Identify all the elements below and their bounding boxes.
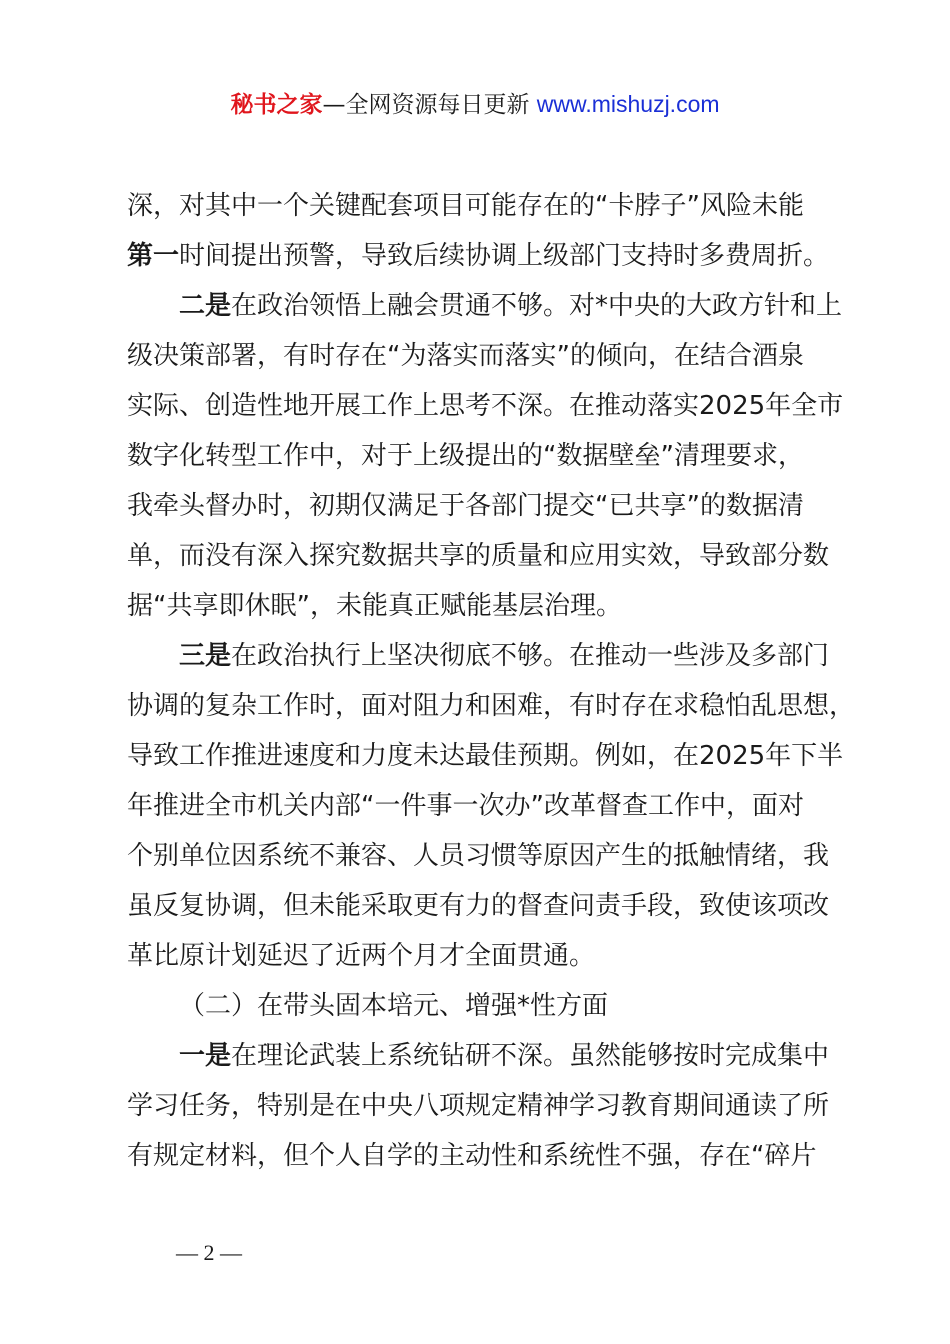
header-tagline: —全网资源每日更新 xyxy=(322,92,530,118)
text-line xyxy=(127,731,857,781)
line-text: 有规定材料，但个人自学的主动性和系统性不强，存在“碎片 xyxy=(127,1141,817,1171)
paragraph-start-line xyxy=(127,631,857,681)
text-line xyxy=(127,831,857,881)
text-line xyxy=(127,181,857,231)
line-text: 个别单位因系统不兼容、人员习惯等原因产生的抵触情绪，我 xyxy=(127,841,830,871)
line-text: 时间提出预警，导致后续协调上级部门支持时多费周折。 xyxy=(179,241,830,271)
line-text: 导致工作推进速度和力度未达最佳预期。例如，在2025年下半 xyxy=(127,741,844,771)
line-text: 我牵头督办时，初期仅满足于各部门提交“已共享”的数据清 xyxy=(127,491,804,521)
line-text: 在政治领悟上融会贯通不够。对*中央的大政方针和上 xyxy=(231,291,843,321)
line-lead: 第一 xyxy=(127,241,180,271)
paragraph-start-line xyxy=(127,281,857,331)
site-header xyxy=(0,84,950,125)
line-text: 在政治执行上坚决彻底不够。在推动一些涉及多部门 xyxy=(231,641,830,671)
document-body xyxy=(127,181,857,1181)
line-text: 级决策部署，有时存在“为落实而落实”的倾向，在结合酒泉 xyxy=(127,341,804,371)
text-line xyxy=(127,381,857,431)
brand-name: 秘书之家 xyxy=(230,92,323,118)
site-url-link[interactable]: www.mishuzj.com xyxy=(536,91,720,117)
text-line xyxy=(127,681,857,731)
text-line xyxy=(127,331,857,381)
page-number: — 2 — xyxy=(176,1240,242,1265)
line-text: 据“共享即休眠”，未能真正赋能基层治理。 xyxy=(127,591,622,621)
line-text: 在理论武装上系统钻研不深。虽然能够按时完成集中 xyxy=(231,1041,830,1071)
text-line xyxy=(127,1131,857,1181)
text-line xyxy=(127,931,857,981)
text-line xyxy=(127,431,857,481)
text-line xyxy=(127,231,857,281)
text-line xyxy=(127,881,857,931)
text-line xyxy=(127,1081,857,1131)
line-text: （二）在带头固本培元、增强*性方面 xyxy=(179,991,609,1021)
line-lead: 三是 xyxy=(179,641,232,671)
line-text: 革比原计划延迟了近两个月才全面贯通。 xyxy=(127,941,596,971)
line-text: 学习任务，特别是在中央八项规定精神学习教育期间通读了所 xyxy=(127,1091,830,1121)
text-line xyxy=(127,781,857,831)
line-text: 虽反复协调，但未能采取更有力的督查问责手段，致使该项改 xyxy=(127,891,830,921)
line-text: 单，而没有深入探究数据共享的质量和应用实效，导致部分数 xyxy=(127,541,830,571)
line-text: 数字化转型工作中，对于上级提出的“数据壁垒”清理要求， xyxy=(127,441,804,471)
section-heading xyxy=(127,981,857,1031)
line-text: 深，对其中一个关键配套项目可能存在的“卡脖子”风险未能 xyxy=(127,191,804,221)
line-lead: 一是 xyxy=(179,1041,232,1071)
text-line xyxy=(127,481,857,531)
line-text: 实际、创造性地开展工作上思考不深。在推动落实2025年全市 xyxy=(127,391,844,421)
text-line xyxy=(127,531,857,581)
text-line xyxy=(127,581,857,631)
line-text: 年推进全市机关内部“一件事一次办”改革督查工作中，面对 xyxy=(127,791,804,821)
line-lead: 二是 xyxy=(179,291,232,321)
line-text: 协调的复杂工作时，面对阻力和困难，有时存在求稳怕乱思想， xyxy=(127,691,856,721)
paragraph-start-line xyxy=(127,1031,857,1081)
